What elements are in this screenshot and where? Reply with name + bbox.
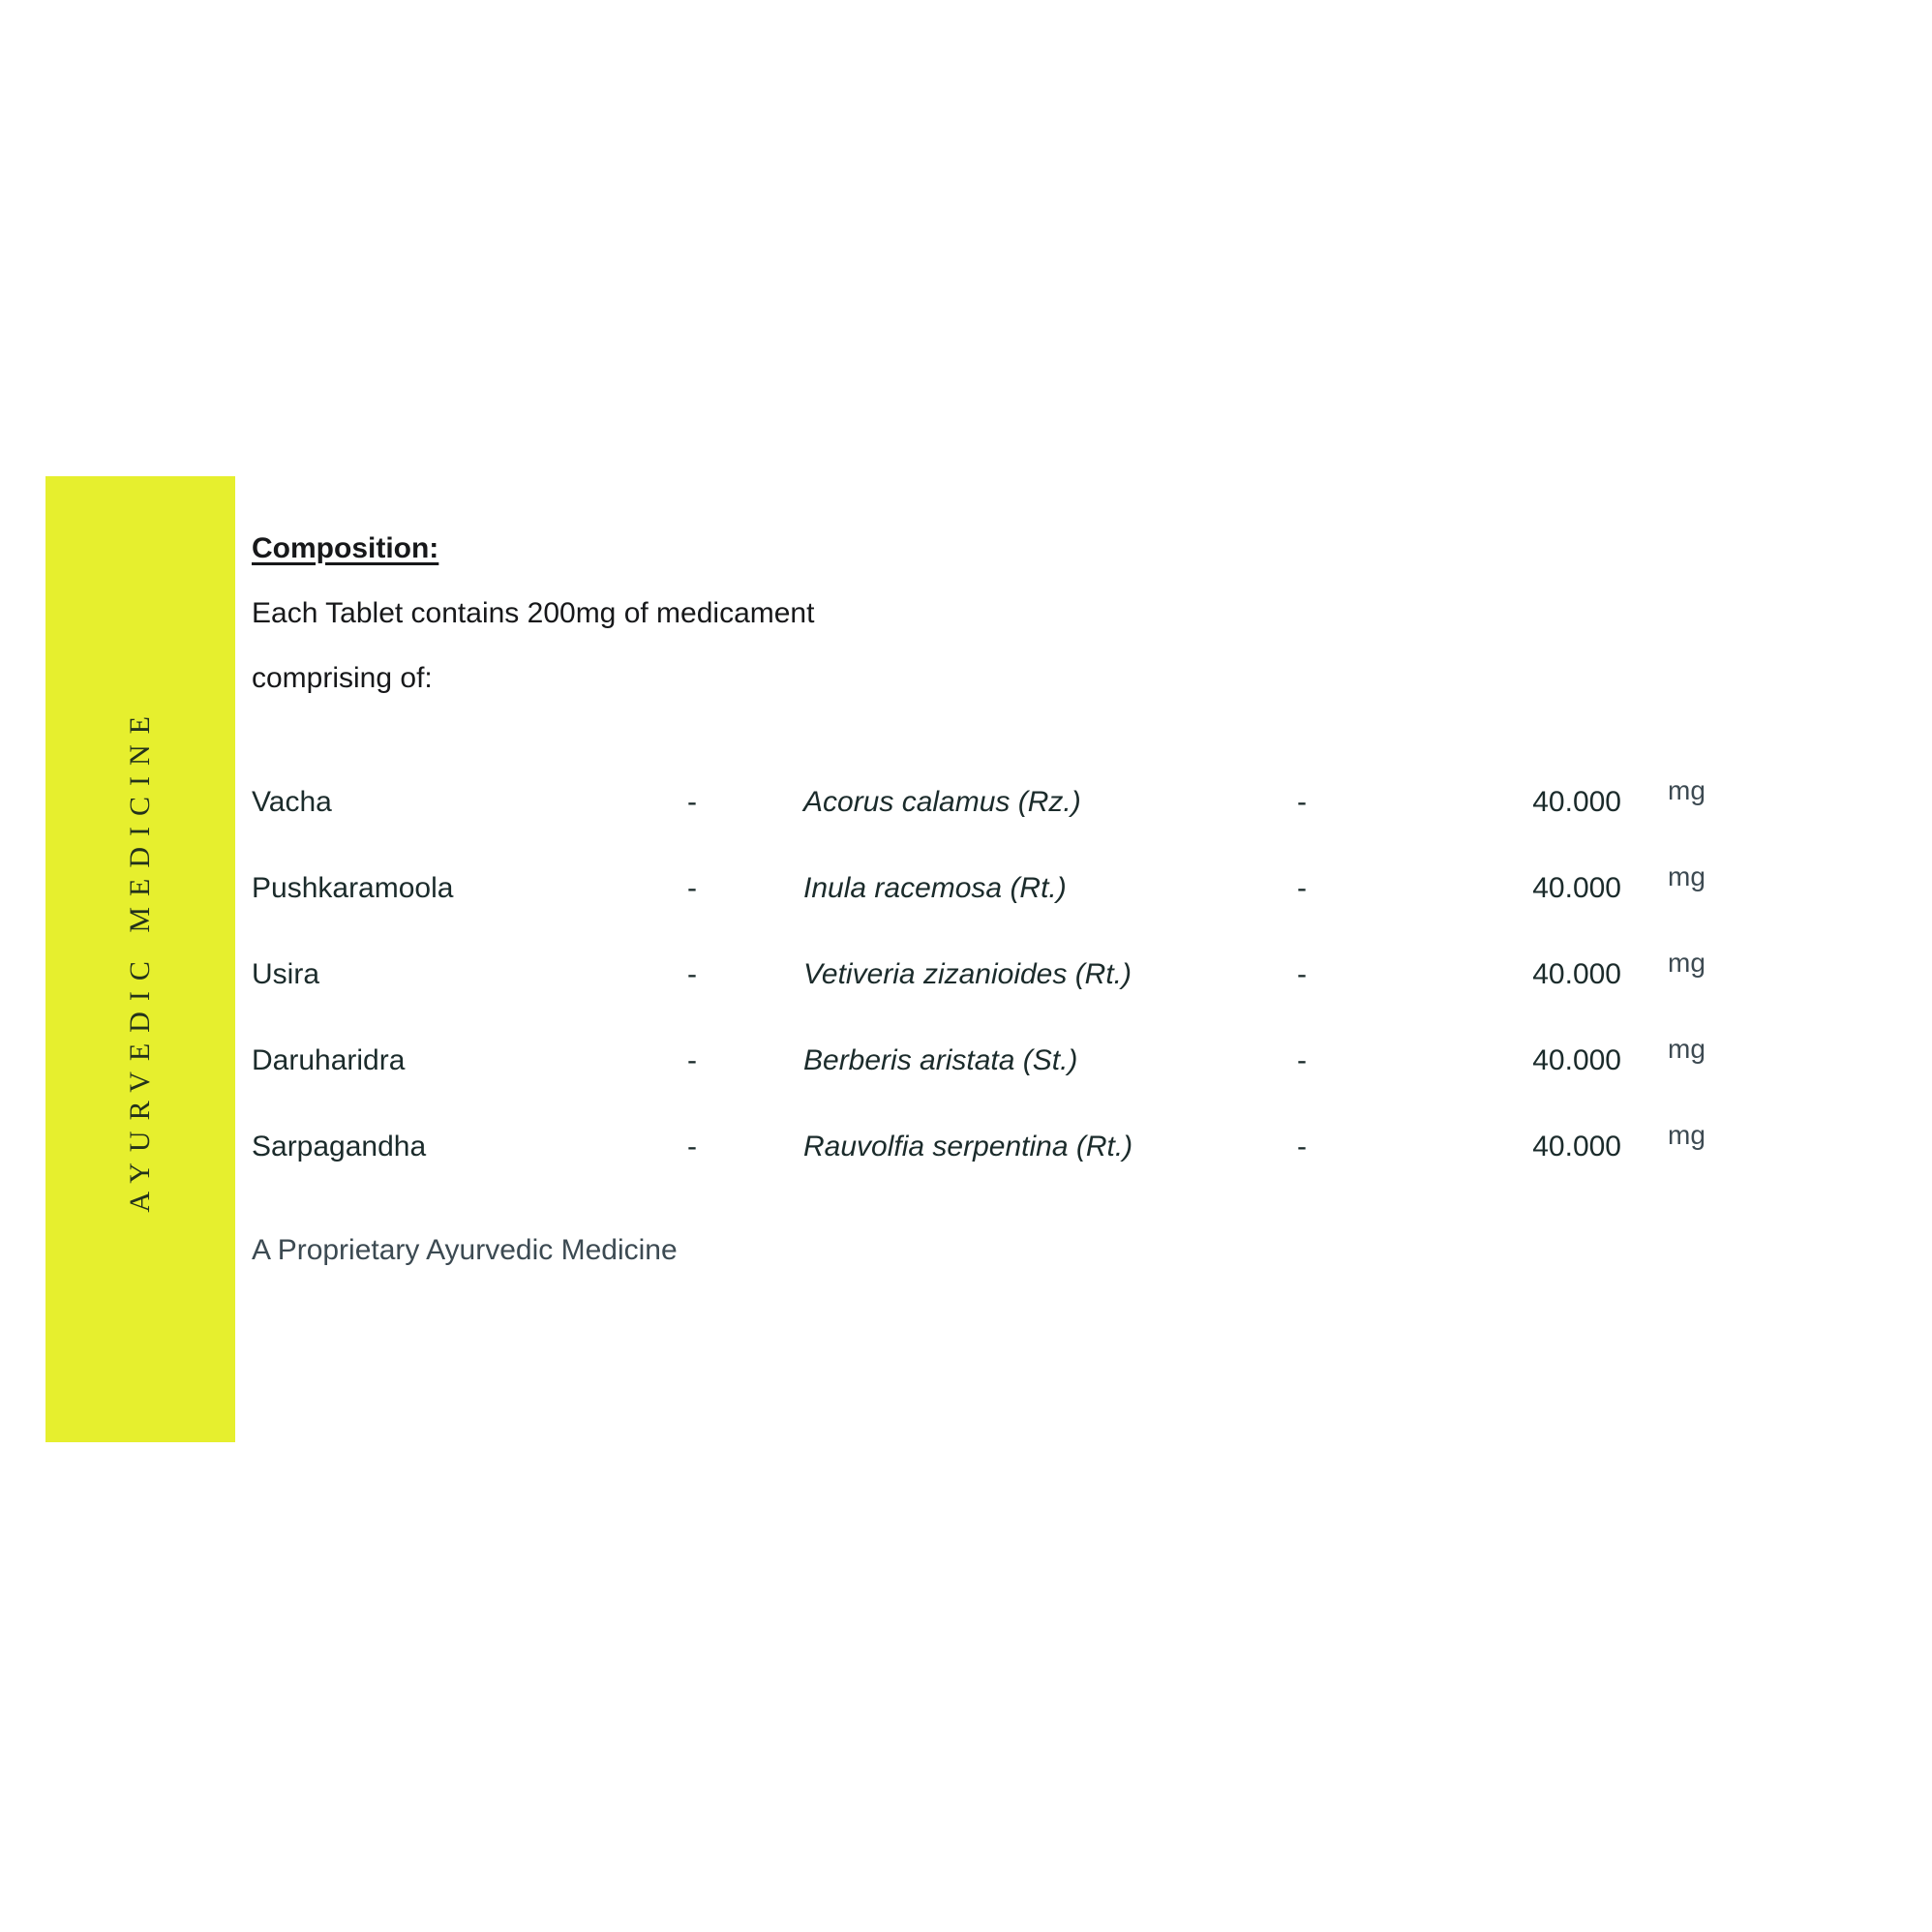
ingredients-table xyxy=(252,775,1820,1217)
ingredient-dash-2: - xyxy=(1297,1131,1307,1162)
ingredient-quantity: 40.000 xyxy=(1532,872,1621,904)
ingredient-common-name: Sarpagandha xyxy=(252,1131,427,1162)
ingredient-latin-name: Vetiveria zizanioides (Rt.) xyxy=(803,958,1132,990)
spine-label xyxy=(45,476,235,1442)
proprietary-footnote: A Proprietary Ayurvedic Medicine xyxy=(252,1234,678,1266)
composition-intro-line-1: Each Tablet contains 200mg of medicament xyxy=(252,597,815,629)
composition-section xyxy=(252,532,1820,1267)
ingredient-quantity: 40.000 xyxy=(1532,1131,1621,1162)
table-row xyxy=(252,861,1820,958)
ingredient-latin-name: Acorus calamus (Rz.) xyxy=(803,786,1081,818)
ingredient-quantity: 40.000 xyxy=(1532,1044,1621,1076)
ingredient-dash-2: - xyxy=(1297,1044,1307,1076)
ingredient-dash-2: - xyxy=(1297,786,1307,818)
ingredient-dash-2: - xyxy=(1297,958,1307,990)
ingredient-unit: mg xyxy=(1668,948,1706,978)
ingredient-dash-1: - xyxy=(687,958,697,990)
spine-label-text: AYURVEDIC MEDICINE xyxy=(124,706,156,1213)
ingredient-unit: mg xyxy=(1668,861,1706,891)
composition-heading: Composition: xyxy=(252,532,439,564)
ingredient-unit: mg xyxy=(1668,1120,1706,1150)
ingredient-common-name: Daruharidra xyxy=(252,1044,406,1076)
table-row xyxy=(252,1120,1820,1217)
composition-intro-line-2: comprising of: xyxy=(252,662,433,694)
ingredient-quantity: 40.000 xyxy=(1532,958,1621,990)
table-row xyxy=(252,948,1820,1044)
table-row xyxy=(252,775,1820,872)
ingredient-latin-name: Berberis aristata (St.) xyxy=(803,1044,1078,1076)
ingredient-unit: mg xyxy=(1668,775,1706,805)
ingredient-quantity: 40.000 xyxy=(1532,786,1621,818)
ingredient-common-name: Vacha xyxy=(252,786,332,818)
ingredient-unit: mg xyxy=(1668,1034,1706,1064)
ayurvedic-medicine-spine xyxy=(45,476,235,1442)
ingredient-dash-1: - xyxy=(687,1044,697,1076)
ingredient-latin-name: Rauvolfia serpentina (Rt.) xyxy=(803,1131,1133,1162)
ingredient-common-name: Usira xyxy=(252,958,320,990)
table-row xyxy=(252,1034,1820,1131)
ingredient-dash-1: - xyxy=(687,1131,697,1162)
ingredient-latin-name: Inula racemosa (Rt.) xyxy=(803,872,1067,904)
ingredient-dash-1: - xyxy=(687,786,697,818)
ingredient-common-name: Pushkaramoola xyxy=(252,872,454,904)
ingredient-dash-2: - xyxy=(1297,872,1307,904)
ingredient-dash-1: - xyxy=(687,872,697,904)
